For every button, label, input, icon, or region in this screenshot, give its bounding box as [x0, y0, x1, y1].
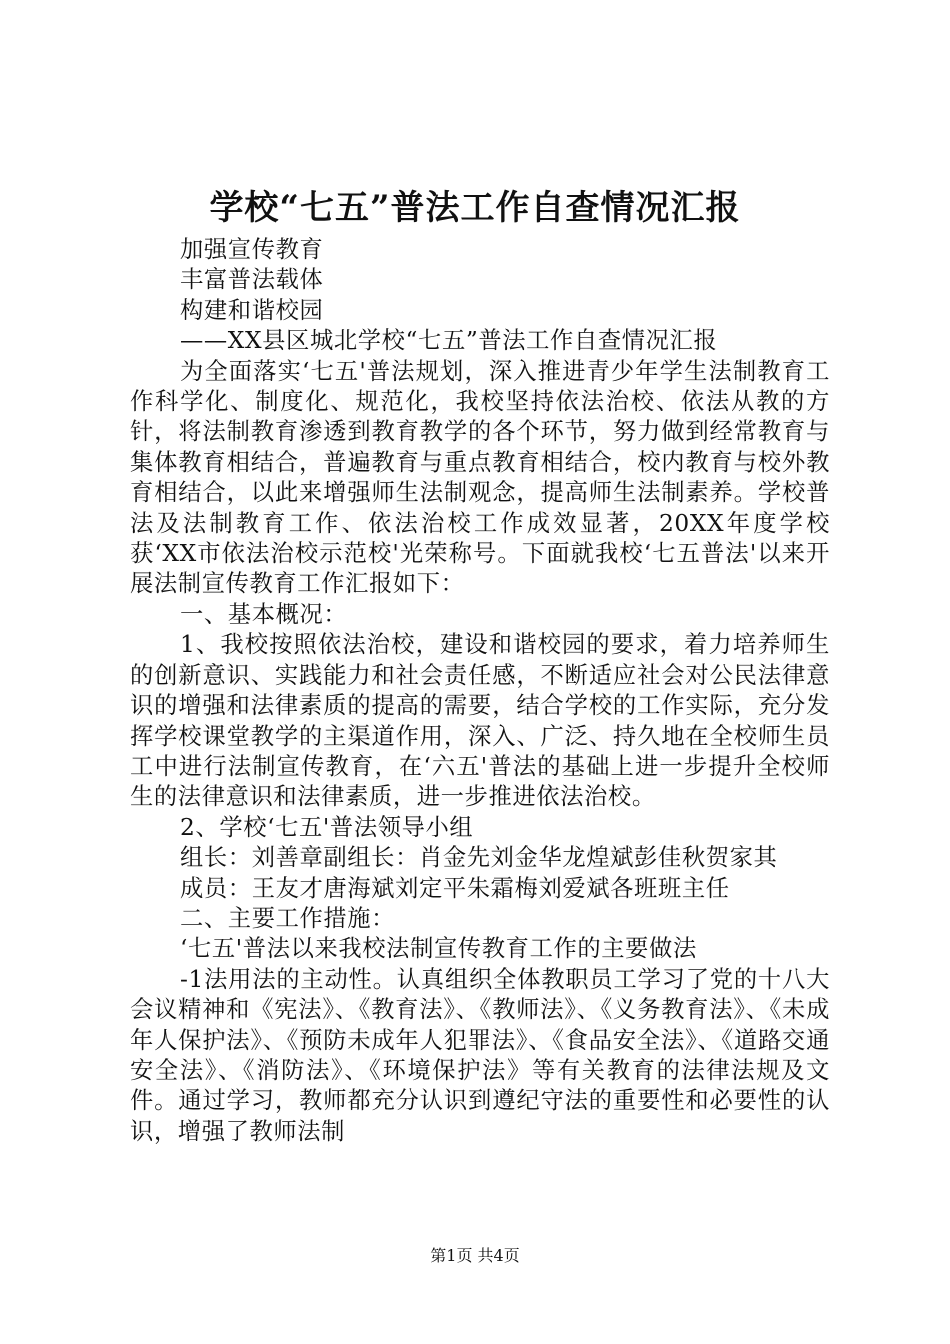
body-paragraph: 组长：刘善章副组长：肖金先刘金华龙煌斌彭佳秋贺家其	[180, 844, 778, 872]
subsection-heading: 2、学校‘七五'普法领导小组	[180, 813, 474, 841]
subsection-heading: ‘七五'普法以来我校法制宣传教育工作的主要做法	[180, 935, 697, 963]
document-body	[130, 235, 830, 1147]
byline: ——XX县区城北学校“七五”普法工作自查情况汇报	[180, 327, 718, 355]
document-title: 学校“七五”普法工作自查情况汇报	[209, 188, 741, 228]
section-heading: 一、基本概况：	[180, 600, 348, 628]
section-heading: 二、主要工作措施：	[180, 904, 396, 932]
subtitle-line: 构建和谐校园	[180, 296, 324, 324]
body-paragraph: 为全面落实‘七五'普法规划，深入推进青少年学生法制教育工作科学化、制度化、规范化，我校坚持依法治校、依法从教的方针，将法制教育渗透到教育教学的各个环节，努力做到经常教育与集体教育相结合，普遍教育与重点教育相结合，校内教育与校外教育相结合，以此来增强师生法制观念，提高师生法制素养。学校普法及法制教育工作、依法治校工作成效显著，20XX年度学校获‘XX市依法治校示范校'光荣称号。下面就我校‘七五普法'以来开展法制宣传教育工作汇报如下：	[130, 357, 830, 598]
subtitle-line: 丰富普法载体	[180, 266, 324, 294]
subtitle-line: 加强宣传教育	[180, 236, 324, 263]
page-footer: 第1页 共4页	[430, 1246, 520, 1265]
body-paragraph: -1法用法的主动性。认真组织全体教职员工学习了党的十八大会议精神和《宪法》、《教育法》、《教师法》、《义务教育法》、《未成年人保护法》、《预防未成年人犯罪法》、《食品安全法》、《道路交通安全法》、《消防法》、《环境保护法》等有关教育的法律法规及文件。通过学习，教师都充分认识到遵纪守法的重要性和必要性的认识，增强了教师法制	[130, 965, 830, 1145]
body-paragraph: 1、我校按照依法治校，建设和谐校园的要求，着力培养师生的创新意识、实践能力和社会责任感，不断适应社会对公民法律意识的增强和法律素质的提高的需要，结合学校的工作实际，充分发挥学校课堂教学的主渠道作用，深入、广泛、持久地在全校师生员工中进行法制宣传教育，在‘六五'普法的基础上进一步提升全校师生的法律意识和法律素质，进一步推进依法治校。	[130, 631, 830, 811]
body-paragraph: 成员：王友才唐海斌刘定平朱霜梅刘爱斌各班班主任	[180, 874, 730, 902]
